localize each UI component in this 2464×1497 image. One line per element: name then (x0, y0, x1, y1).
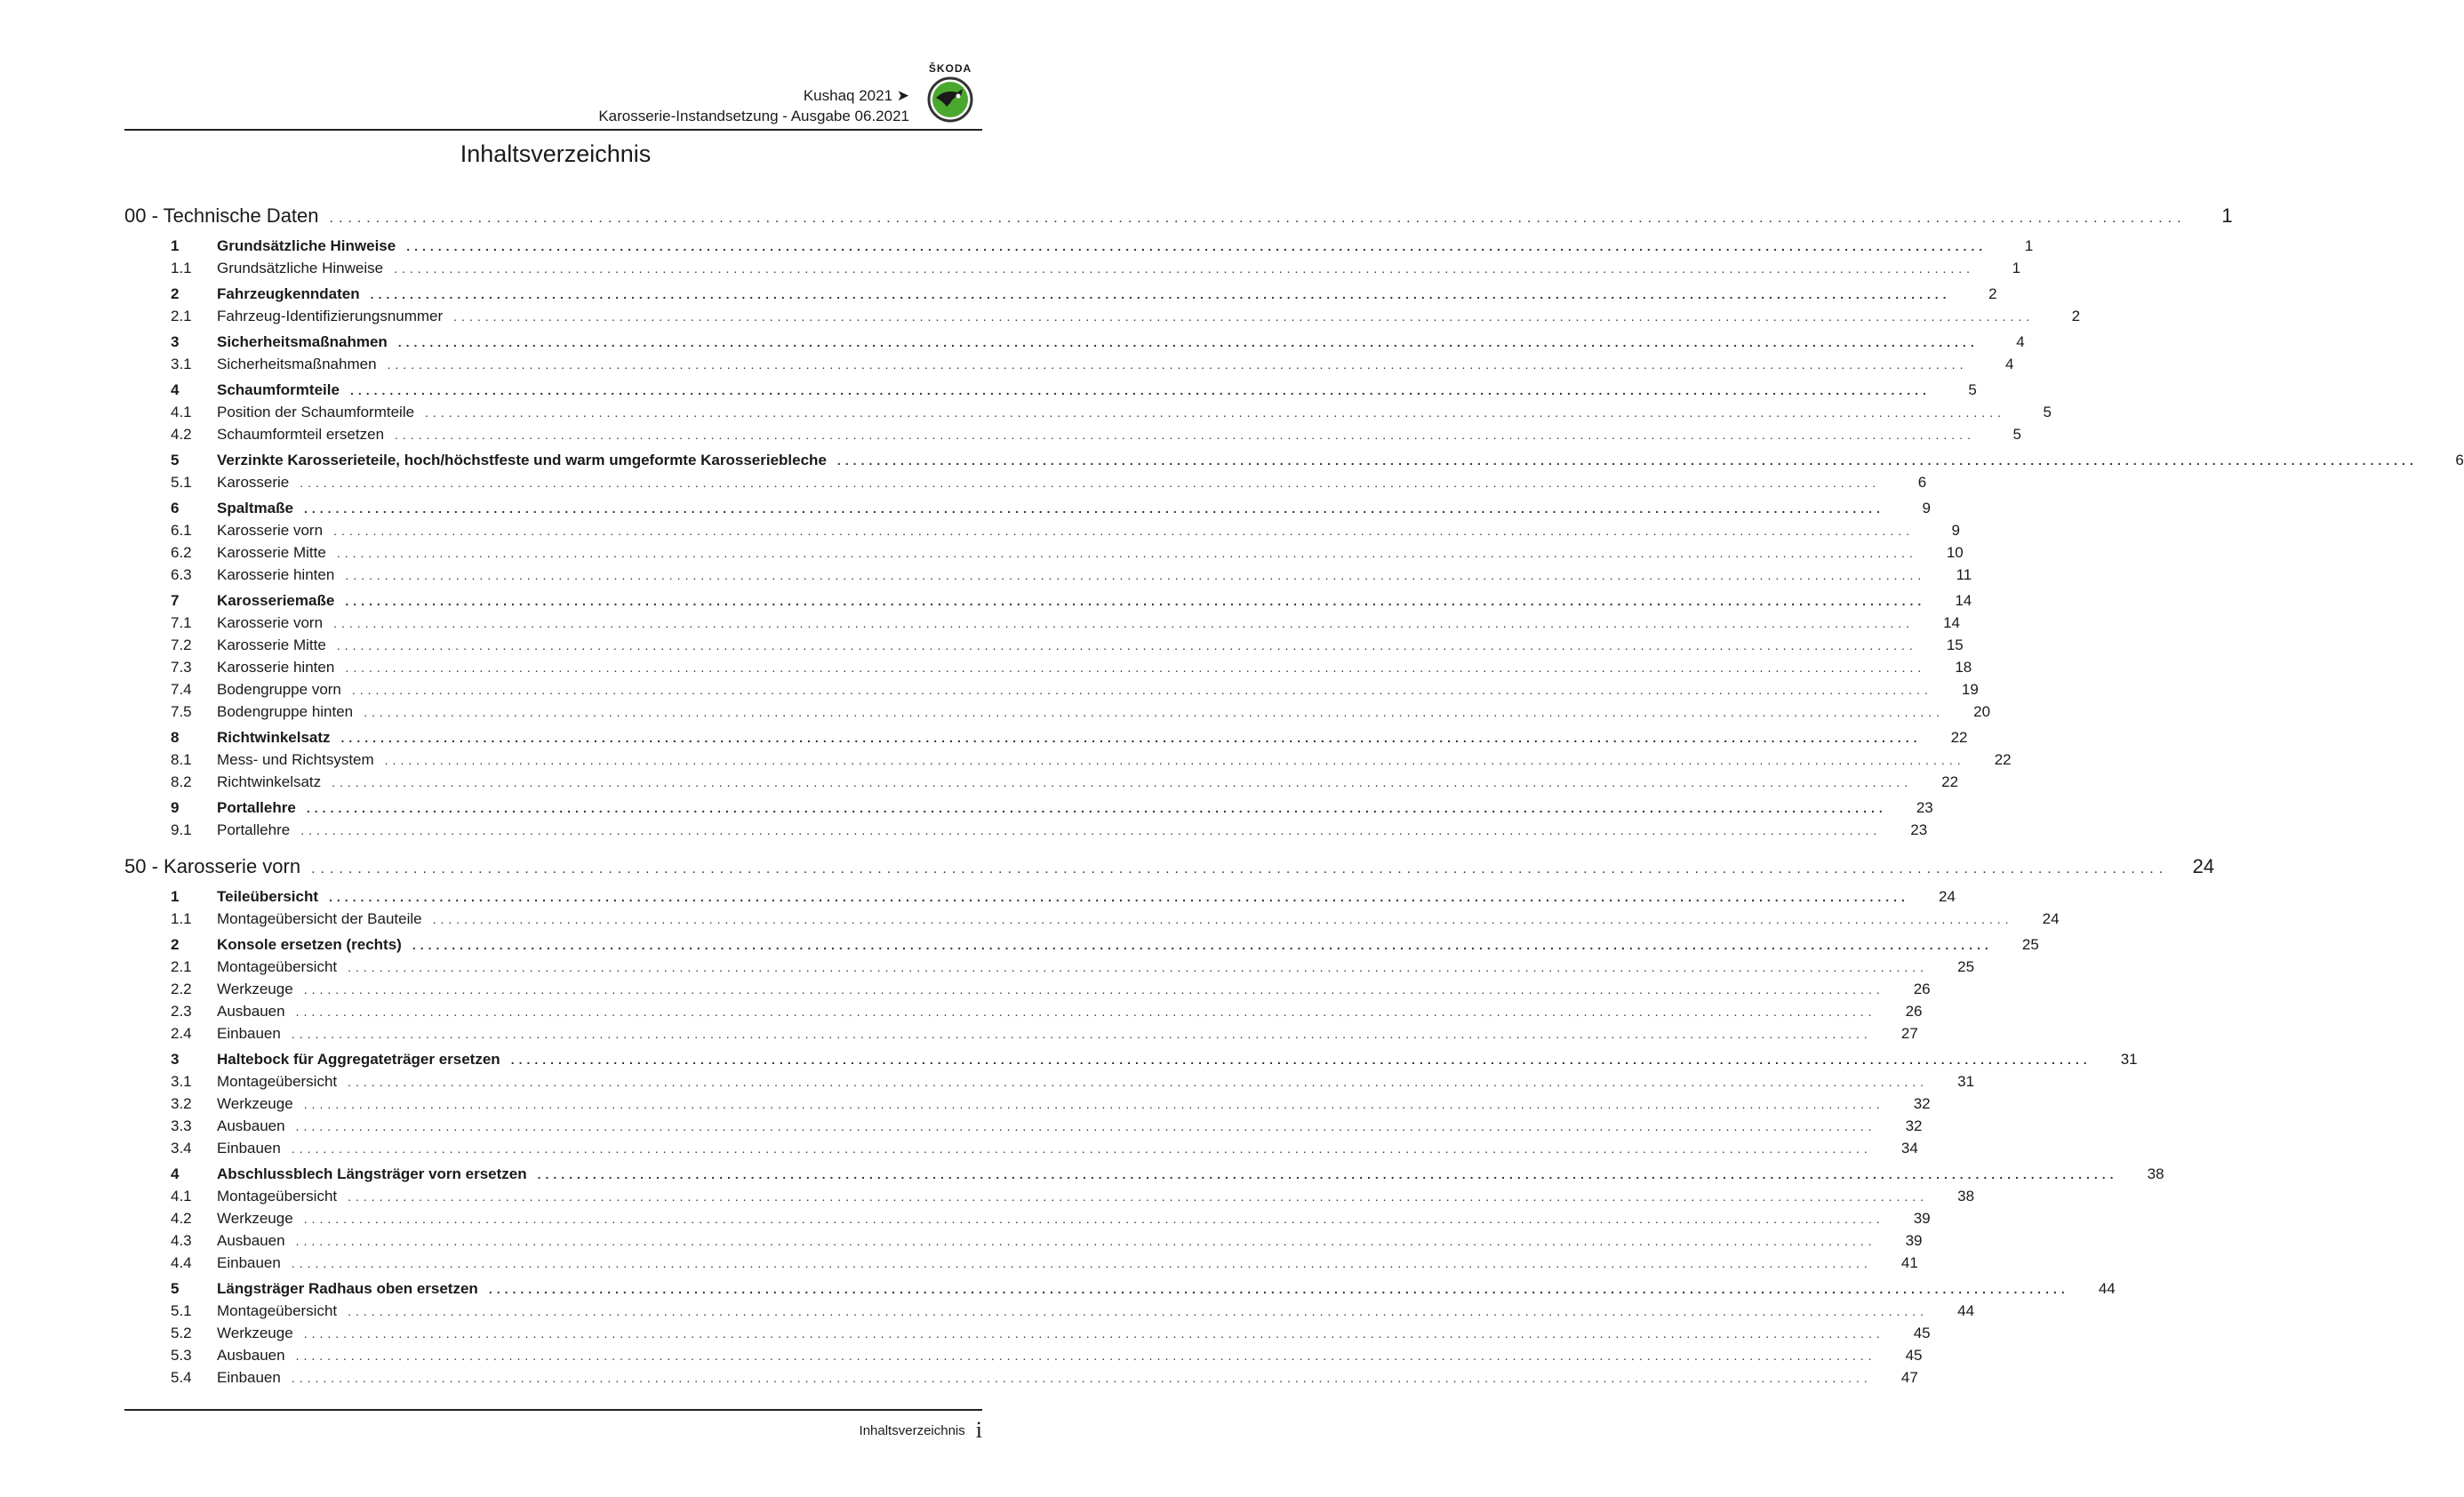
toc-entry-page: 22 (1994, 751, 2012, 768)
dot-leader: ........................................................................................................................................................................................................ (345, 568, 1926, 582)
dot-leader: ........................................................................................................................................................................................................ (295, 1234, 1876, 1248)
toc-entry[interactable] (124, 1322, 1931, 1344)
dot-leader: ........................................................................................................................................................................................................ (425, 405, 2005, 420)
dot-leader: ........................................................................................................................................................................................................ (387, 357, 1968, 372)
toc-entry-number: 9 (171, 799, 180, 816)
toc-entry[interactable] (124, 1277, 2116, 1300)
toc-entry-page: 1 (2012, 260, 2021, 276)
toc-entry-number: 4.4 (171, 1254, 192, 1271)
toc-entry-title: Montageübersicht (217, 1073, 338, 1090)
toc-entry-title: Karosseriemaße (217, 592, 335, 609)
toc-entry-title: Karosserie hinten (217, 659, 335, 676)
toc-entry[interactable] (124, 497, 1931, 519)
toc-entry-number: 2.3 (171, 1003, 192, 1020)
toc-entry-page: 44 (2098, 1280, 2116, 1297)
dot-leader: ........................................................................................................................................................................................................ (510, 1053, 2092, 1067)
toc-entry[interactable] (124, 541, 1964, 564)
header-manual: Karosserie-Instandsetzung - Ausgabe 06.2021 (598, 108, 909, 124)
dot-leader: ........................................................................................................................................................................................................ (329, 890, 1909, 904)
toc-entry-number: 2.1 (171, 958, 192, 975)
toc-entry[interactable] (124, 1022, 1918, 1045)
toc-entry-page: 1 (2221, 204, 2233, 227)
toc-entry-title: Einbauen (217, 1140, 281, 1157)
dot-leader: ........................................................................................................................................................................................................ (332, 775, 1913, 789)
toc-entry-page: 27 (1900, 1025, 1918, 1042)
toc-entry-number: 2.4 (171, 1025, 192, 1042)
footer-rule (124, 1409, 982, 1411)
toc-entry[interactable] (124, 634, 1964, 656)
page-header (124, 53, 982, 130)
toc-entry-title: Ausbauen (217, 1347, 285, 1364)
dot-leader: ........................................................................................................................................................................................................ (395, 428, 1975, 442)
toc-entry-page: 2 (1988, 285, 1997, 302)
toc-entry-title: Sicherheitsmaßnahmen (217, 356, 377, 372)
toc-entry-title: Grundsätzliche Hinweise (217, 237, 396, 254)
toc-entry-page: 44 (1957, 1302, 1975, 1319)
toc-entry-title: Karosserie vorn (217, 614, 324, 631)
toc-entry-title: Ausbauen (217, 1232, 285, 1249)
toc-entry-number: 4.3 (171, 1232, 192, 1249)
dot-leader: ........................................................................................................................................................................................................ (370, 287, 1951, 301)
toc-entry-page: 39 (1913, 1210, 1931, 1227)
header-model: Kushaq 2021 ➤ (803, 87, 909, 104)
toc-entry[interactable] (124, 257, 2021, 279)
toc-entry[interactable] (124, 331, 2025, 353)
dot-leader: ........................................................................................................................................................................................................ (453, 309, 2035, 324)
dot-leader: ........................................................................................................................................................................................................ (384, 753, 1965, 767)
toc-entry-number: 8.1 (171, 751, 192, 768)
toc-entry[interactable] (124, 956, 1975, 978)
toc-entry[interactable] (124, 771, 1959, 793)
dot-leader: ........................................................................................................................................................................................................ (349, 383, 1931, 397)
footer-page-number: i (975, 1417, 982, 1443)
toc-entry[interactable] (124, 1048, 2138, 1070)
toc-entry-title: Teileübersicht (217, 888, 318, 905)
toc-entry-title: 50 - Karosserie vorn (124, 855, 301, 877)
toc-entry[interactable] (124, 1000, 1923, 1022)
toc-entry[interactable] (124, 305, 2081, 327)
toc-entry-page: 14 (1955, 592, 1972, 609)
dot-leader: ........................................................................................................................................................................................................ (291, 1256, 1872, 1270)
toc-entry-number: 6 (171, 500, 180, 516)
toc-entry[interactable] (124, 519, 1960, 541)
toc-entry-title: Werkzeuge (217, 1210, 293, 1227)
toc-entry-page: 1 (2024, 237, 2034, 254)
toc-entry-title: Karosserie Mitte (217, 636, 326, 653)
toc-entry-number: 6.1 (171, 522, 192, 539)
toc-entry[interactable] (124, 1163, 2164, 1185)
toc-entry-number: 7.4 (171, 681, 192, 698)
toc-entry-page: 10 (1946, 544, 1964, 561)
toc-entry-title: Abschlussblech Längsträger vorn ersetzen (217, 1165, 527, 1182)
toc-entry-number: 4.1 (171, 404, 192, 420)
toc-entry[interactable] (124, 379, 1977, 401)
dot-leader: ........................................................................................................................................................................................................ (291, 1371, 1872, 1385)
toc-entry-title: Einbauen (217, 1369, 281, 1386)
toc-entry-title: Mess- und Richtsystem (217, 751, 374, 768)
toc-entry-title: Ausbauen (217, 1003, 285, 1020)
toc-entry-number: 2 (171, 936, 180, 953)
toc-entry-page: 34 (1900, 1140, 1918, 1157)
skoda-arrow-icon (927, 76, 973, 123)
dot-leader: ........................................................................................................................................................................................................ (295, 1349, 1876, 1363)
toc-entry-title: Position der Schaumformteile (217, 404, 415, 420)
toc-entry-page: 6 (2455, 452, 2464, 468)
dot-leader: ........................................................................................................................................................................................................ (333, 524, 1914, 538)
toc-entry-number: 2.1 (171, 308, 192, 324)
toc-entry-number: 3.1 (171, 356, 192, 372)
toc-entry-number: 6.2 (171, 544, 192, 561)
toc-entry-page: 38 (1957, 1188, 1975, 1205)
toc-entry-number: 5.4 (171, 1369, 192, 1386)
toc-entry-title: Montageübersicht (217, 1188, 338, 1205)
toc-entry-number: 5 (171, 452, 180, 468)
dot-leader: ........................................................................................................................................................................................................ (333, 616, 1914, 630)
toc-entry-number: 8.2 (171, 773, 192, 790)
toc-entry-number: 5.1 (171, 1302, 192, 1319)
toc-entry-page: 11 (1956, 566, 1972, 583)
toc-entry[interactable] (124, 1252, 1918, 1274)
toc-entry-title: Montageübersicht der Bauteile (217, 910, 422, 927)
toc-entry[interactable] (124, 885, 1956, 908)
dot-leader: ........................................................................................................................................................................................................ (303, 1326, 1884, 1341)
dot-leader: ........................................................................................................................................................................................................ (306, 801, 1887, 815)
toc-entry-number: 4.1 (171, 1188, 192, 1205)
toc-entry-page: 14 (1943, 614, 1960, 631)
toc-entry-page: 18 (1955, 659, 1972, 676)
toc-entry-page: 5 (1968, 381, 1977, 398)
toc-entry-number: 3.2 (171, 1095, 192, 1112)
toc-entry[interactable] (124, 283, 1997, 305)
toc-entry[interactable] (124, 589, 1972, 612)
toc-entry[interactable] (124, 1093, 1931, 1115)
toc-entry-number: 8 (171, 729, 180, 746)
toc-entry-page: 15 (1946, 636, 1964, 653)
toc-entry-page: 31 (2120, 1051, 2138, 1068)
dot-leader: ........................................................................................................................................................................................................ (295, 1119, 1876, 1133)
toc-entry-number: 1 (171, 237, 180, 254)
toc-entry-page: 31 (1957, 1073, 1975, 1090)
toc-entry[interactable] (124, 1300, 1975, 1322)
toc-entry-number: 7.3 (171, 659, 192, 676)
toc-entry[interactable] (124, 401, 2052, 423)
dot-leader: ........................................................................................................................................................................................................ (406, 239, 1988, 253)
toc-entry-page: 20 (1973, 703, 1991, 720)
toc-entry[interactable] (124, 449, 2464, 471)
toc-entry-number: 7.2 (171, 636, 192, 653)
dot-leader: ........................................................................................................................................................................................................ (432, 912, 2013, 926)
toc-entry-number: 7.5 (171, 703, 192, 720)
footer-section: Inhaltsverzeichnis (859, 1423, 965, 1438)
toc-entry-number: 3 (171, 1051, 180, 1068)
dot-leader: ........................................................................................................................................................................................................ (303, 501, 1884, 516)
toc-entry-page: 32 (1905, 1117, 1923, 1134)
toc-entry-number: 1.1 (171, 910, 192, 927)
header-rule (124, 129, 982, 131)
toc-entry-page: 2 (2071, 308, 2081, 324)
toc-entry[interactable] (124, 678, 1979, 700)
toc-entry[interactable] (124, 1115, 1923, 1137)
toc-entry-title: Karosserie Mitte (217, 544, 326, 561)
dot-leader: ........................................................................................................................................................................................................ (364, 705, 1945, 719)
toc-entry-page: 5 (2012, 426, 2021, 443)
dot-leader: ........................................................................................................................................................................................................ (300, 476, 1881, 490)
toc-entry[interactable] (124, 1070, 1975, 1093)
dot-leader: ........................................................................................................................................................................................................ (348, 960, 1929, 974)
dot-leader: ........................................................................................................................................................................................................ (303, 1097, 1884, 1111)
toc-entry-page: 4 (2005, 356, 2014, 372)
toc-entry-number: 5 (171, 1280, 180, 1297)
toc-entry[interactable] (124, 235, 2034, 257)
toc-entry-number: 4.2 (171, 426, 192, 443)
toc-entry-page: 38 (2147, 1165, 2164, 1182)
toc-entry-page: 41 (1900, 1254, 1918, 1271)
dot-leader: ........................................................................................................................................................................................................ (300, 823, 1882, 837)
toc-entry-number: 5.1 (171, 474, 192, 491)
dot-leader: ........................................................................................................................................................................................................ (394, 261, 1975, 276)
toc-entry-title: Einbauen (217, 1025, 281, 1042)
toc-entry-number: 4 (171, 1165, 180, 1182)
toc-entry-title: Ausbauen (217, 1117, 285, 1134)
toc-entry-title: Konsole ersetzen (rechts) (217, 936, 402, 953)
toc-entry-page: 24 (1939, 888, 1956, 905)
toc-entry-title: Karosserie hinten (217, 566, 335, 583)
dot-leader: ........................................................................................................................................................................................................ (291, 1027, 1872, 1041)
toc-entry-title: Karosserie (217, 474, 290, 491)
toc-entry-number: 9.1 (171, 821, 192, 838)
toc-entry-page: 9 (1922, 500, 1931, 516)
dot-leader: ........................................................................................................................................................................................................ (345, 660, 1926, 675)
dot-leader: ........................................................................................................................................................................................................ (336, 638, 1917, 652)
dot-leader: ........................................................................................................................................................................................................ (311, 861, 2169, 877)
toc-entry[interactable] (124, 423, 2021, 445)
toc-entry-page: 32 (1913, 1095, 1931, 1112)
toc-entry-page: 45 (1905, 1347, 1923, 1364)
page-footer (860, 1417, 982, 1444)
toc-entry-title: Portallehre (217, 799, 296, 816)
toc-entry-page: 24 (2042, 910, 2060, 927)
toc-entry-number: 3 (171, 333, 180, 350)
toc-entry-title: Karosserie vorn (217, 522, 324, 539)
dot-leader: ........................................................................................................................................................................................................ (348, 1304, 1929, 1318)
toc-entry-title: Grundsätzliche Hinweise (217, 260, 384, 276)
toc-entry[interactable] (124, 612, 1960, 634)
toc-entry-page: 26 (1913, 981, 1931, 997)
toc-entry-number: 1 (171, 888, 180, 905)
dot-leader: ........................................................................................................................................................................................................ (351, 683, 1932, 697)
toc-entry[interactable] (124, 797, 1933, 819)
toc-entry[interactable] (124, 1207, 1931, 1229)
toc-entry-title: Verzinkte Karosserieteile, hoch/höchstfeste und warm umgeformte Karosseriebleche (217, 452, 827, 468)
toc-entry-title: Haltebock für Aggregateträger ersetzen (217, 1051, 500, 1068)
toc-entry-page: 25 (2021, 936, 2039, 953)
toc-entry[interactable] (124, 656, 1972, 678)
toc-entry-number: 4 (171, 381, 180, 398)
toc-entry-page: 47 (1900, 1369, 1918, 1386)
toc-entry-number: 2.2 (171, 981, 192, 997)
toc-entry-number: 2 (171, 285, 180, 302)
toc-entry-title: Werkzeuge (217, 1095, 293, 1112)
toc-entry[interactable] (124, 1344, 1923, 1366)
toc-entry[interactable] (124, 353, 2014, 375)
toc-entry-number: 4.2 (171, 1210, 192, 1227)
toc-entry-title: Richtwinkelsatz (217, 773, 322, 790)
toc-entry-number: 5.2 (171, 1325, 192, 1341)
dot-leader: ........................................................................................................................................................................................................ (303, 982, 1884, 997)
toc-entry-page: 25 (1957, 958, 1975, 975)
toc-entry[interactable] (124, 471, 1927, 493)
dot-leader: ........................................................................................................................................................................................................ (397, 335, 1979, 349)
dot-leader: ........................................................................................................................................................................................................ (412, 938, 1993, 952)
toc-entry-page: 23 (1916, 799, 1933, 816)
header-text (598, 85, 909, 126)
toc-entry-page: 45 (1913, 1325, 1931, 1341)
toc-entry-page: 24 (2192, 855, 2215, 877)
toc-entry-title: Sicherheitsmaßnahmen (217, 333, 388, 350)
toc-entry-title: Portallehre (217, 821, 291, 838)
toc-entry-page: 23 (1910, 821, 1928, 838)
dot-leader: ........................................................................................................................................................................................................ (336, 546, 1917, 560)
toc-entry-page: 26 (1905, 1003, 1923, 1020)
toc-entry-number: 3.1 (171, 1073, 192, 1090)
toc-entry[interactable] (124, 978, 1931, 1000)
toc-entry-page: 4 (2016, 333, 2025, 350)
toc-entry-page: 6 (1917, 474, 1927, 491)
toc-chapter[interactable] (124, 852, 2215, 882)
dot-leader: ........................................................................................................................................................................................................ (340, 731, 1922, 745)
toc-entry-title: Schaumformteile (217, 381, 340, 398)
toc-entry-title: Montageübersicht (217, 958, 338, 975)
dot-leader: ........................................................................................................................................................................................................ (836, 453, 2418, 468)
brand-wordmark: ŠKODA (928, 62, 972, 75)
toc-entry-number: 1.1 (171, 260, 192, 276)
toc-entry-page: 39 (1905, 1232, 1923, 1249)
toc-entry-number: 7 (171, 592, 180, 609)
toc-entry-page: 22 (1941, 773, 1959, 790)
toc-entry[interactable] (124, 1137, 1918, 1159)
toc-entry[interactable] (124, 748, 2012, 771)
toc-entry-title: Spaltmaße (217, 500, 293, 516)
toc-entry-number: 3.3 (171, 1117, 192, 1134)
toc-entry[interactable] (124, 933, 2039, 956)
toc-entry-number: 7.1 (171, 614, 192, 631)
toc-entry-number: 3.4 (171, 1140, 192, 1157)
toc-chapter[interactable] (124, 201, 2233, 231)
toc-entry-title: Werkzeuge (217, 1325, 293, 1341)
toc-entry-title: Einbauen (217, 1254, 281, 1271)
toc-entry-number: 6.3 (171, 566, 192, 583)
toc-entry-title: Schaumformteil ersetzen (217, 426, 385, 443)
dot-leader: ........................................................................................................................................................................................................ (537, 1167, 2118, 1181)
toc-entry-title: Bodengruppe hinten (217, 703, 354, 720)
dot-leader: ........................................................................................................................................................................................................ (303, 1212, 1884, 1226)
skoda-logo (918, 62, 982, 123)
toc-entry-number: 5.3 (171, 1347, 192, 1364)
toc-entry[interactable] (124, 1185, 1975, 1207)
toc-entry-page: 19 (1961, 681, 1979, 698)
toc-entry-title: 00 - Technische Daten (124, 204, 319, 227)
toc-entry-title: Bodengruppe vorn (217, 681, 341, 698)
toc-entry[interactable] (124, 819, 1928, 841)
toc-entry-title: Richtwinkelsatz (217, 729, 331, 746)
toc-entry[interactable] (124, 564, 1972, 586)
dot-leader: ........................................................................................................................................................................................................ (348, 1189, 1929, 1204)
toc-entry-page: 9 (1951, 522, 1960, 539)
toc-entry[interactable] (124, 700, 1991, 723)
toc-entry-page: 22 (1950, 729, 1968, 746)
dot-leader: ........................................................................................................................................................................................................ (488, 1282, 2069, 1296)
toc-entry-title: Längsträger Radhaus oben ersetzen (217, 1280, 478, 1297)
dot-leader: ........................................................................................................................................................................................................ (348, 1075, 1929, 1089)
toc-entry[interactable] (124, 726, 1968, 748)
toc-entry-title: Fahrzeugkenndaten (217, 285, 360, 302)
dot-leader: ........................................................................................................................................................................................................ (345, 594, 1926, 608)
dot-leader: ........................................................................................................................................................................................................ (329, 211, 2187, 226)
toc-entry-title: Fahrzeug-Identifizierungsnummer (217, 308, 444, 324)
dot-leader: ........................................................................................................................................................................................................ (295, 1005, 1876, 1019)
toc-entry[interactable] (124, 1366, 1918, 1389)
toc-entry[interactable] (124, 1229, 1923, 1252)
toc-entry-title: Montageübersicht (217, 1302, 338, 1319)
toc-entry-page: 5 (2043, 404, 2052, 420)
page-title: Inhaltsverzeichnis (460, 140, 652, 167)
dot-leader: ........................................................................................................................................................................................................ (291, 1141, 1872, 1156)
toc-entry-title: Werkzeuge (217, 981, 293, 997)
table-of-contents (124, 201, 2464, 1389)
toc-entry[interactable] (124, 908, 2060, 930)
